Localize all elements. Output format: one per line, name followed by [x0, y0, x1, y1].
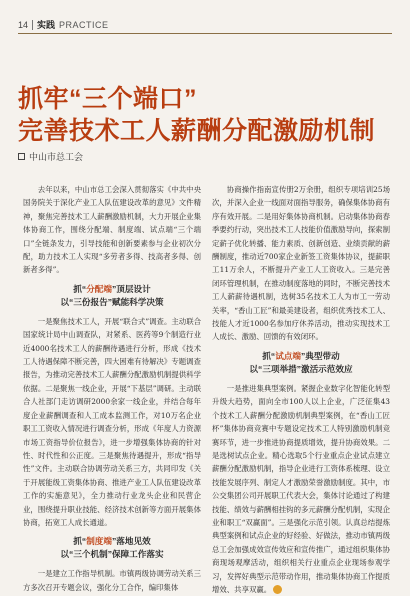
page-header	[18, 18, 109, 31]
paragraph: 去年以来，中山市总工会深入贯彻落实《中共中央国务院关于深化产业工人队伍建设改革的意见》文件精神，聚焦完善技术工人薪酬激励机制，大力开展企业集体协商工作，围绕分配端、制度端、试点端“三个端口”全链条发力，引导技能和创新要素参与企业初次分配，助力技术工人实现“多劳者多得、技高者多得、创新者多得”。	[23, 185, 201, 275]
article-title	[18, 83, 375, 147]
subheading-pilot: 抓“试点端”典型带动 以“三项举措”激活示范效应	[249, 350, 353, 374]
paragraph: 协商操作指南宣传册2万余册，组织专项培训25场次，并深入企业一线面对面指导服务，确保集体协商有序有效开展。二是用好集体协商机制。启动集体协商春季要约行动，突出技术工人技能价值激励导向，探索制定薪子优化转播、能力素质、创新创造、业绩贡献的薪酬制度，推动近700家企业新签工资集体协议，提薪职工11万余人，不断提升产业工人工资收入。三是完善闭环管理机制，在推动制度落地的同时，不断完善技术工人薪薪待遇机制，选树35名技术工人为市工一劳动关率，“香山工匠”和最美建设者，组织优秀技术工人、技能人才近1000名参加疗休养活动，推动实现技术工人成长、激励、回馈的有效闭环。	[212, 185, 390, 342]
author-name: 中山市总工会	[29, 153, 84, 163]
column-right	[212, 183, 390, 596]
square-icon	[18, 153, 25, 160]
seal-icon	[273, 585, 282, 594]
paragraph: 一是推进集典型案例。紧握企业数字化智能化转型升级大趋势，面向全市100人以上企业，广泛征集43个技术工人薪酬分配激励机制典型案例，在“香山工匠杯”集体协商竞赛中专题设定技术工人特别激励机制竞赛环节，进一步推进协商提质增效，提升协商效果。二是选树试点企业。精心选取5个行业重点企业试点建立薪酬分配激励机制，指导企业进行工资体系梳理、设立技能发展序列、制定人才激励荣誉激励制度。其中，市公交集团公司开展职工代表大会，集体讨论通过了构建技能、绩效与薪酬相挂钩的多元薪酬分配机制，实现企业和职工“双赢面”。三是强化示范引领。认真总结提炼典型案例和试点企业的好经验、好做法，推动市镇两级总工会加强成效宣传效应和宣传推广，通过组织集体协商现场观摩活动，组织相关行业重点企业现场参观学习，发挥好典型示范带动作用，推动集体协商工作提质增效、共享双赢。	[212, 383, 390, 594]
byline	[18, 150, 83, 163]
column-left	[23, 183, 201, 594]
header-rule	[18, 33, 392, 34]
header-divider	[32, 20, 33, 30]
title-line-2: 完善技术工人薪酬分配激励机制	[18, 117, 376, 145]
page-number: 14	[18, 19, 29, 30]
title-line-1: 抓牢“三个端口”	[18, 85, 198, 113]
section-name-en: PRACTICE	[59, 19, 109, 30]
paragraph: 一是聚焦技术工人，开展“联合式”调查。主动联合国家统计局中山调查队，对紧系、医药等9个制造行业近4000名技术工人的薪酬待遇进行分析，形成《技术工人待遇保障不断完善，四大困难有待解决》专题调查报告，为推动完善技术工人薪酬分配激励机制提供科学依据。二是聚焦一线企业，开展“下基层”调研。主动联合人社部门走访调研2000余家一线企业，并结合每年度企业薪酬调查和人工成本监测工作，对10万名企业职工工资收入情况进行调查分析，形成《年度人力资源市场工资指导价位报告》，进一步增强集体协商的针对性、时代性和公正度。三是聚焦待遇提升，形成“指导性”文件。主动联合协调劳动关系三方，共同印发《关于开展能级工资集体协商、推进产业工人队伍建设改革工作的实施意见》，全力推动行业龙头企业和民营企业，围绕提升职业技能、经济技术创新等方面开展集体协商，拓宽工人成长通道。	[23, 316, 201, 527]
subheading-system: 抓“制度端”落地见效 以“三个机制”保障工作落实	[60, 536, 164, 560]
subheading-distribution: 抓“分配端”顶层设计 以“三份报告”赋能科学决策	[60, 283, 164, 307]
paragraph: 一是建立工作指导机制。市镇两级协调劳动关系三方多次召开专题会议，强化分工合作，编印集体	[23, 569, 201, 592]
section-name: 实践	[37, 20, 56, 30]
